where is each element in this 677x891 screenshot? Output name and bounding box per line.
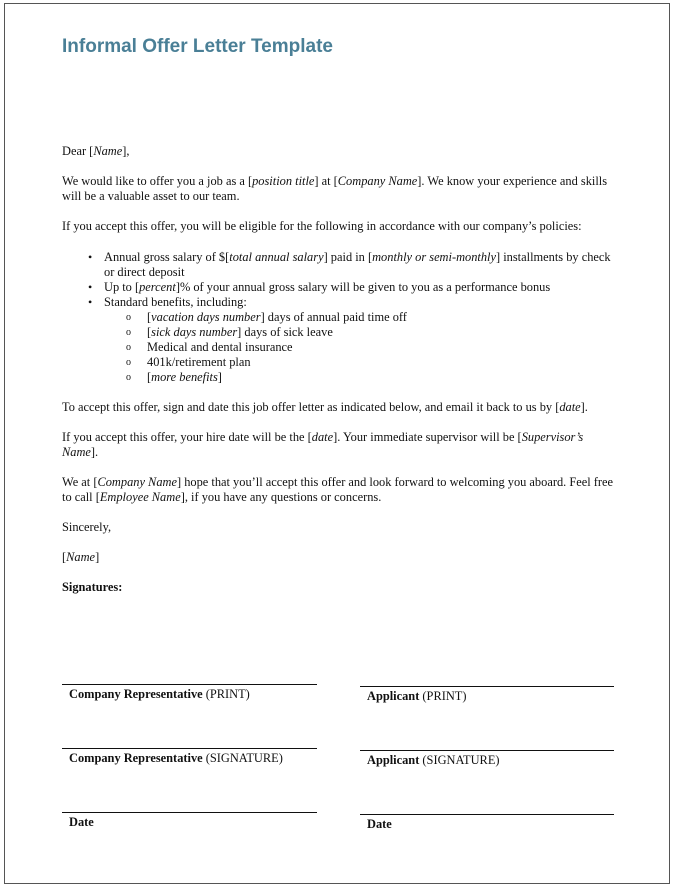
placeholder: percent [139, 280, 176, 294]
text: ] paid in [ [323, 250, 373, 264]
label-rest: (SIGNATURE) [419, 753, 500, 767]
text: ] days of sick leave [237, 325, 333, 339]
text: ] at [ [314, 174, 338, 188]
placeholder: sick days number [151, 325, 238, 339]
placeholder: Employee Name [99, 490, 181, 504]
text: ]. [580, 400, 588, 414]
label-bold: Date [367, 817, 392, 831]
text: ]. [90, 445, 99, 459]
label-rest: (PRINT) [419, 689, 467, 703]
signatures-label [62, 580, 622, 595]
text: Up to [ [104, 280, 140, 294]
circle-bullet-icon: o [126, 357, 131, 368]
text: ]% of your annual gross salary will be given to you as a performance bonus [175, 280, 551, 294]
placeholder: Company Name [337, 174, 418, 188]
placeholder: Supervisor’s Name [62, 430, 584, 459]
greeting-text-end: ], [122, 144, 130, 158]
sub-benefits-list [104, 310, 622, 385]
sub-item-vacation [62, 310, 622, 325]
text: [ [62, 550, 67, 564]
label-bold: Company Representative [69, 687, 203, 701]
benefits-list [62, 250, 622, 385]
signature-line-date-left[interactable] [62, 812, 317, 813]
bullet-icon: • [88, 295, 93, 309]
label-rest: (SIGNATURE) [202, 751, 283, 765]
signature-line-date-right[interactable] [360, 814, 614, 815]
list-item-salary [62, 250, 622, 280]
text: 401k/retirement plan [147, 355, 251, 369]
circle-bullet-icon: o [126, 342, 131, 353]
placeholder: Company Name [97, 475, 177, 489]
app-sign-label [367, 753, 500, 768]
label-rest: (PRINT) [202, 687, 250, 701]
circle-bullet-icon: o [126, 372, 131, 383]
text: ]. We know your experience and skills will be a valuable asset to our team. [62, 174, 608, 203]
text: ] [95, 550, 100, 564]
bullet-icon: • [88, 250, 93, 264]
text: ] installments by check or direct deposit [104, 250, 611, 279]
label-bold: Company Representative [69, 751, 203, 765]
placeholder: date [311, 430, 334, 444]
paragraph-offer [62, 174, 622, 204]
paragraph-hire-date [62, 430, 622, 460]
text: ] hope that you’ll accept this offer and look forward to welcoming you aboard. Feel free to call [ [62, 475, 614, 504]
text: [ [147, 310, 152, 324]
signature-line-app-sign[interactable] [360, 750, 614, 751]
rep-print-label [69, 687, 250, 702]
greeting-placeholder: Name [93, 144, 123, 158]
circle-bullet-icon: o [126, 312, 131, 323]
label-bold: Applicant [367, 689, 420, 703]
app-print-label [367, 689, 466, 704]
text: To accept this offer, sign and date this job offer letter as indicated below, and email it back to us by [ [62, 400, 560, 414]
sub-item-more [62, 370, 622, 385]
signer-name [62, 550, 622, 565]
sub-item-medical [62, 340, 622, 355]
closing: Sincerely, [62, 520, 112, 534]
text: ] days of annual paid time off [260, 310, 407, 324]
circle-bullet-icon: o [126, 327, 131, 338]
placeholder: date [559, 400, 581, 414]
text: ], if you have any questions or concerns. [180, 490, 382, 504]
placeholder: monthly or semi-monthly [372, 250, 496, 264]
label-bold: Date [69, 815, 94, 829]
list-item-benefits [62, 295, 622, 385]
text: Medical and dental insurance [147, 340, 293, 354]
bullet-icon: • [88, 280, 93, 294]
date-left-label [69, 815, 94, 830]
placeholder: more benefits [151, 370, 218, 384]
signature-line-rep-print[interactable] [62, 684, 317, 685]
page-title: Informal Offer Letter Template [62, 36, 333, 57]
label-bold: Applicant [367, 753, 420, 767]
letter-body [62, 144, 622, 610]
sub-item-401k [62, 355, 622, 370]
placeholder: total annual salary [229, 250, 324, 264]
signature-line-app-print[interactable] [360, 686, 614, 687]
rep-sign-label [69, 751, 283, 766]
text: We at [ [62, 475, 98, 489]
text: [ [147, 370, 152, 384]
text: [ [147, 325, 152, 339]
text: Standard benefits, including: [104, 295, 247, 309]
text: Annual gross salary of $[ [104, 250, 230, 264]
date-right-label [367, 817, 392, 832]
signatures-heading: Signatures: [62, 580, 123, 594]
placeholder: Name [66, 550, 96, 564]
list-item-bonus [62, 280, 622, 295]
paragraph-eligibility: If you accept this offer, you will be eligible for the following in accordance with our company’s policies: [62, 219, 582, 233]
text: If you accept this offer, your hire date will be the [ [62, 430, 312, 444]
placeholder: vacation days number [151, 310, 261, 324]
text: ]. Your immediate supervisor will be [ [333, 430, 522, 444]
paragraph-welcome [62, 475, 622, 505]
text: We would like to offer you a job as a [ [62, 174, 253, 188]
sub-item-sick [62, 325, 622, 340]
paragraph-accept [62, 400, 622, 415]
signature-line-rep-sign[interactable] [62, 748, 317, 749]
text: ] [217, 370, 222, 384]
placeholder: position title [252, 174, 315, 188]
greeting [62, 144, 622, 159]
greeting-text: Dear [ [62, 144, 94, 158]
